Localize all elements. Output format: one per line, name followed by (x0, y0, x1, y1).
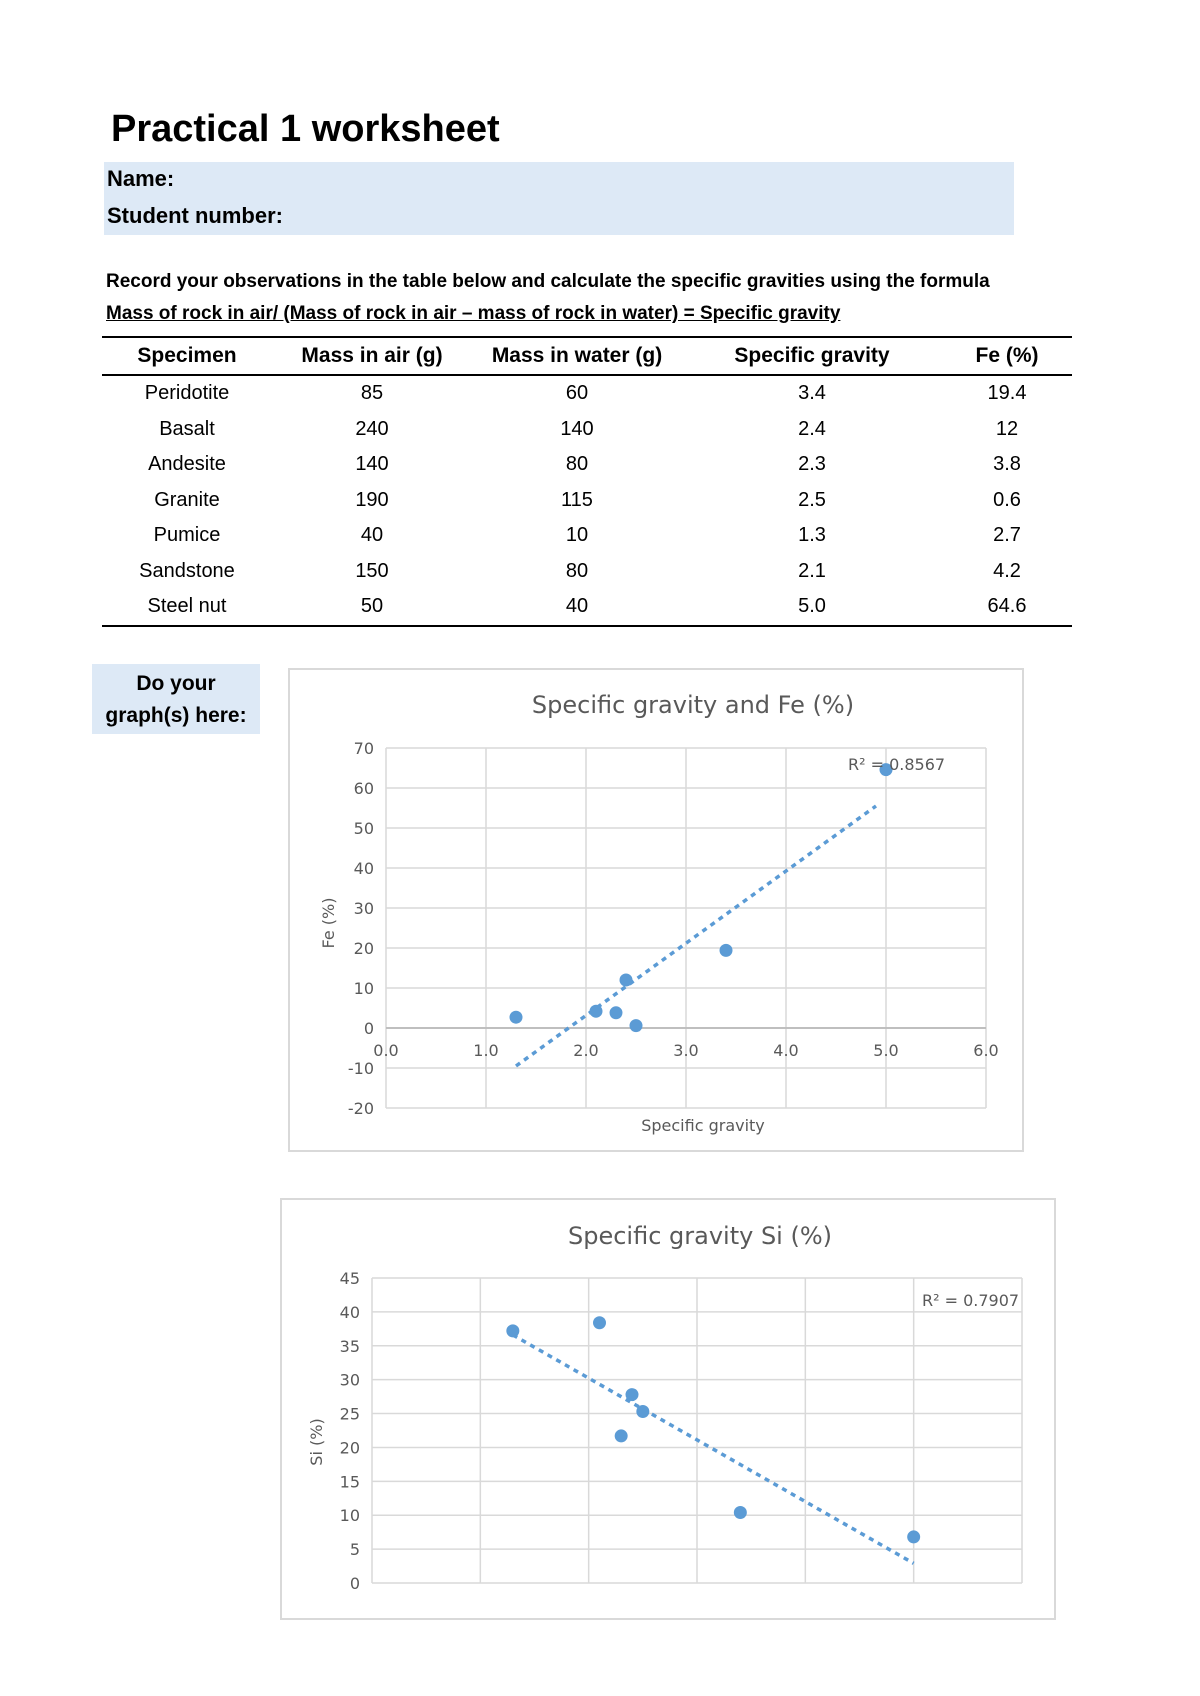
y-tick-label: 0 (349, 1574, 360, 1593)
data-point[interactable] (593, 1316, 606, 1329)
table-row (102, 589, 1072, 626)
table-row (102, 554, 1072, 590)
fe-chart-frame (289, 669, 1023, 1151)
y-tick-label: 50 (353, 819, 374, 838)
y-tick-label: 0 (363, 1019, 374, 1038)
data-point[interactable] (510, 1011, 523, 1024)
table-row (102, 483, 1072, 519)
data-point[interactable] (734, 1506, 747, 1519)
header-specimen: Specimen (102, 337, 272, 375)
cell-fe[interactable]: 0.6 (993, 488, 1021, 511)
data-point[interactable] (907, 1530, 920, 1543)
y-tick-label: 25 (339, 1404, 360, 1424)
cell-specific-gravity[interactable]: 5.0 (682, 589, 942, 626)
y-tick-label: 5 (349, 1540, 360, 1560)
y-tick-label: 35 (339, 1336, 360, 1356)
data-point[interactable] (620, 974, 633, 987)
cell-specimen[interactable]: Sandstone (139, 559, 235, 582)
y-tick-label: 20 (339, 1438, 360, 1458)
x-tick-label: 6.0 (973, 1041, 999, 1060)
x-tick-label: 2.0 (573, 1041, 599, 1060)
y-tick-label: 30 (353, 899, 374, 918)
y-tick-label: 10 (339, 1506, 360, 1526)
cell-specimen[interactable]: Peridotite (144, 382, 230, 405)
formula-text: Mass of rock in air/ (Mass of rock in air – mass of rock in water) = Specific gravity (106, 303, 841, 324)
si-chart[interactable] (280, 1198, 1056, 1593)
cell-mass-water[interactable]: 60 (565, 382, 589, 405)
data-point[interactable] (636, 1405, 649, 1418)
cell-mass-air[interactable]: 240 (355, 417, 389, 440)
cell-specific-gravity[interactable]: 2.5 (798, 488, 826, 511)
y-tick-label: 40 (353, 859, 374, 878)
header-mass-air: Mass in air (g) (272, 337, 472, 375)
cell-specific-gravity[interactable]: 2.1 (798, 559, 826, 582)
y-tick-label: 10 (353, 979, 374, 998)
cell-specific-gravity[interactable]: 2.4 (798, 417, 826, 440)
x-tick-label: 0.0 (373, 1041, 399, 1060)
si-chart-r2: R² = 0.7907 (922, 1291, 1020, 1310)
cell-mass-air[interactable]: 85 (360, 382, 384, 405)
fe-chart-title: Specific gravity and Fe (%) (531, 691, 855, 719)
y-tick-label: 40 (339, 1302, 360, 1322)
x-tick-label: 1.0 (473, 1041, 499, 1060)
cell-fe[interactable]: 3.8 (993, 453, 1021, 476)
data-point[interactable] (506, 1324, 519, 1337)
cell-mass-air[interactable]: 50 (272, 589, 472, 626)
cell-mass-air[interactable]: 40 (360, 524, 384, 547)
graph-prompt (92, 664, 260, 734)
cell-specimen[interactable]: Pumice (153, 524, 221, 547)
fe-chart-ylabel: Fe (%) (319, 897, 338, 949)
si-chart-ylabel: Si (%) (307, 1418, 326, 1466)
cell-mass-water[interactable]: 115 (561, 488, 593, 511)
data-point[interactable] (720, 944, 733, 957)
fe-chart-r2: R² = 0.8567 (848, 755, 946, 774)
cell-mass-water[interactable]: 80 (565, 559, 589, 582)
cell-mass-air[interactable]: 140 (355, 453, 389, 476)
student-number-label: Student number: (107, 203, 283, 228)
y-tick-label: -20 (347, 1099, 374, 1118)
y-tick-label: 30 (339, 1370, 360, 1390)
cell-mass-water[interactable]: 10 (565, 524, 589, 547)
cell-specific-gravity[interactable]: 2.3 (798, 453, 826, 476)
header-fe: Fe (%) (942, 337, 1072, 375)
data-point[interactable] (590, 1005, 603, 1018)
cell-mass-air[interactable]: 150 (355, 559, 389, 582)
y-tick-label: -10 (347, 1059, 374, 1078)
student-info-box[interactable] (104, 162, 1014, 235)
graph-prompt-line2: graph(s) here: (105, 704, 247, 727)
instructions-text: Record your observations in the table below and calculate the specific gravities using the formula (106, 271, 990, 292)
si-chart-title: Specific gravity Si (%) (567, 1222, 833, 1250)
x-tick-label: 3.0 (673, 1041, 699, 1060)
table-header-row (102, 337, 1072, 375)
data-point[interactable] (630, 1019, 643, 1032)
cell-fe[interactable]: 19.4 (987, 382, 1027, 405)
header-mass-water: Mass in water (g) (472, 337, 682, 375)
cell-specimen[interactable]: Granite (154, 488, 220, 511)
cell-mass-air[interactable]: 190 (355, 488, 389, 511)
si-chart-frame (281, 1199, 1055, 1619)
cell-specimen[interactable]: Basalt (159, 417, 215, 440)
graph-prompt-line1: Do your (136, 672, 216, 695)
observations-table (102, 336, 1072, 627)
x-tick-label: 4.0 (773, 1041, 799, 1060)
cell-fe[interactable]: 4.2 (993, 559, 1021, 582)
header-specific-gravity: Specific gravity (682, 337, 942, 375)
y-tick-label: 60 (353, 779, 374, 798)
cell-mass-water[interactable]: 80 (565, 453, 589, 476)
cell-fe[interactable]: 2.7 (993, 524, 1021, 547)
cell-specimen[interactable]: Andesite (148, 453, 226, 476)
y-tick-label: 70 (353, 739, 374, 758)
data-point[interactable] (610, 1006, 623, 1019)
cell-mass-water[interactable]: 140 (560, 417, 594, 440)
y-tick-label: 15 (339, 1472, 360, 1492)
cell-mass-water[interactable]: 40 (472, 589, 682, 626)
name-label: Name: (107, 166, 175, 191)
fe-chart-xlabel: Specific gravity (641, 1116, 765, 1135)
table-row (102, 375, 1072, 412)
cell-specimen[interactable]: Steel nut (102, 589, 272, 626)
x-tick-label: 5.0 (873, 1041, 899, 1060)
data-point[interactable] (626, 1388, 639, 1401)
cell-specific-gravity[interactable]: 1.3 (798, 524, 826, 547)
table-row (102, 412, 1072, 448)
fe-chart[interactable] (288, 668, 1024, 1152)
cell-fe[interactable]: 12 (995, 417, 1019, 440)
table-row (102, 447, 1072, 483)
data-point[interactable] (615, 1429, 628, 1442)
page-title: Practical 1 worksheet (111, 108, 500, 150)
table-row (102, 518, 1072, 554)
y-tick-label: 45 (339, 1269, 360, 1288)
cell-specific-gravity[interactable]: 3.4 (798, 382, 826, 405)
cell-fe[interactable]: 64.6 (942, 589, 1072, 626)
y-tick-label: 20 (353, 939, 374, 958)
